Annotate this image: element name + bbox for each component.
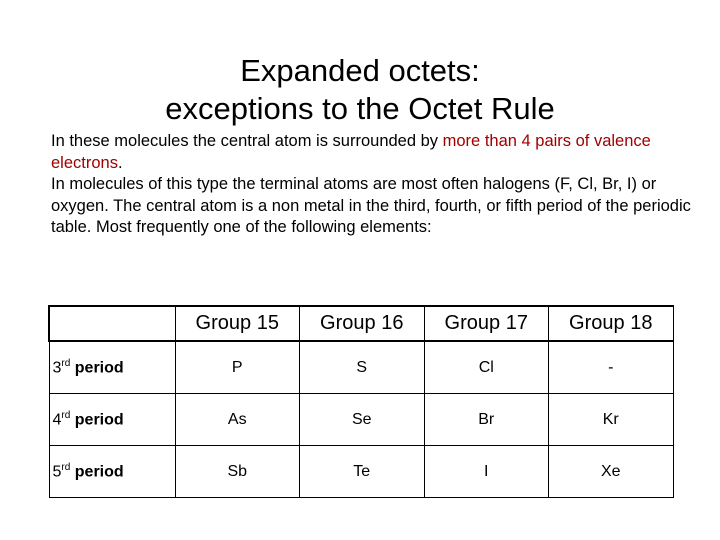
intro-paragraph-1	[51, 131, 691, 174]
period-word: period	[74, 463, 124, 481]
table-cell: I	[424, 446, 549, 498]
table-cell: As	[175, 394, 300, 446]
table-cell: Te	[300, 446, 425, 498]
header-group-16: Group 16	[300, 306, 425, 341]
header-cell-corner	[49, 306, 175, 341]
slide-title	[0, 52, 720, 128]
table-cell: S	[300, 341, 425, 394]
intro-paragraph-2: In molecules of this type the terminal atoms are most often halogens (F, Cl, Br, I) or oxygen. The central atom is a non metal in the third, fourth, or fifth period of the periodic table. Most frequently one of the following elements:	[51, 175, 691, 236]
table-row	[49, 446, 673, 498]
table-header-row	[49, 306, 673, 341]
table-cell: -	[549, 341, 674, 394]
header-group-15: Group 15	[175, 306, 300, 341]
period-ordinal: rd	[61, 461, 71, 473]
period-word: period	[74, 359, 124, 377]
row-label-5th-period	[49, 446, 175, 498]
row-label-4th-period	[49, 394, 175, 446]
table-row	[49, 394, 673, 446]
intro-highlight: more than 4 pairs of valence electrons	[51, 132, 651, 172]
period-number: 3	[52, 359, 62, 377]
table-cell: Cl	[424, 341, 549, 394]
periodic-group-table	[48, 305, 674, 498]
table-cell: Xe	[549, 446, 674, 498]
title-line-1: Expanded octets:	[240, 53, 480, 88]
intro-part-1: In these molecules the central atom is surrounded by	[51, 132, 443, 150]
period-ordinal: rd	[61, 409, 71, 421]
period-ordinal: rd	[61, 357, 71, 369]
title-line-2: exceptions to the Octet Rule	[165, 91, 555, 126]
intro-text	[51, 131, 691, 239]
table-cell: Se	[300, 394, 425, 446]
period-number: 5	[52, 463, 62, 481]
period-word: period	[74, 411, 124, 429]
period-number: 4	[52, 411, 62, 429]
table-row	[49, 341, 673, 394]
intro-part-2: .	[117, 153, 123, 172]
table-cell: Sb	[175, 446, 300, 498]
row-label-3rd-period	[49, 341, 175, 394]
table-cell: P	[175, 341, 300, 394]
header-group-18: Group 18	[549, 306, 674, 341]
table-cell: Br	[424, 394, 549, 446]
header-group-17: Group 17	[424, 306, 549, 341]
table-cell: Kr	[549, 394, 674, 446]
